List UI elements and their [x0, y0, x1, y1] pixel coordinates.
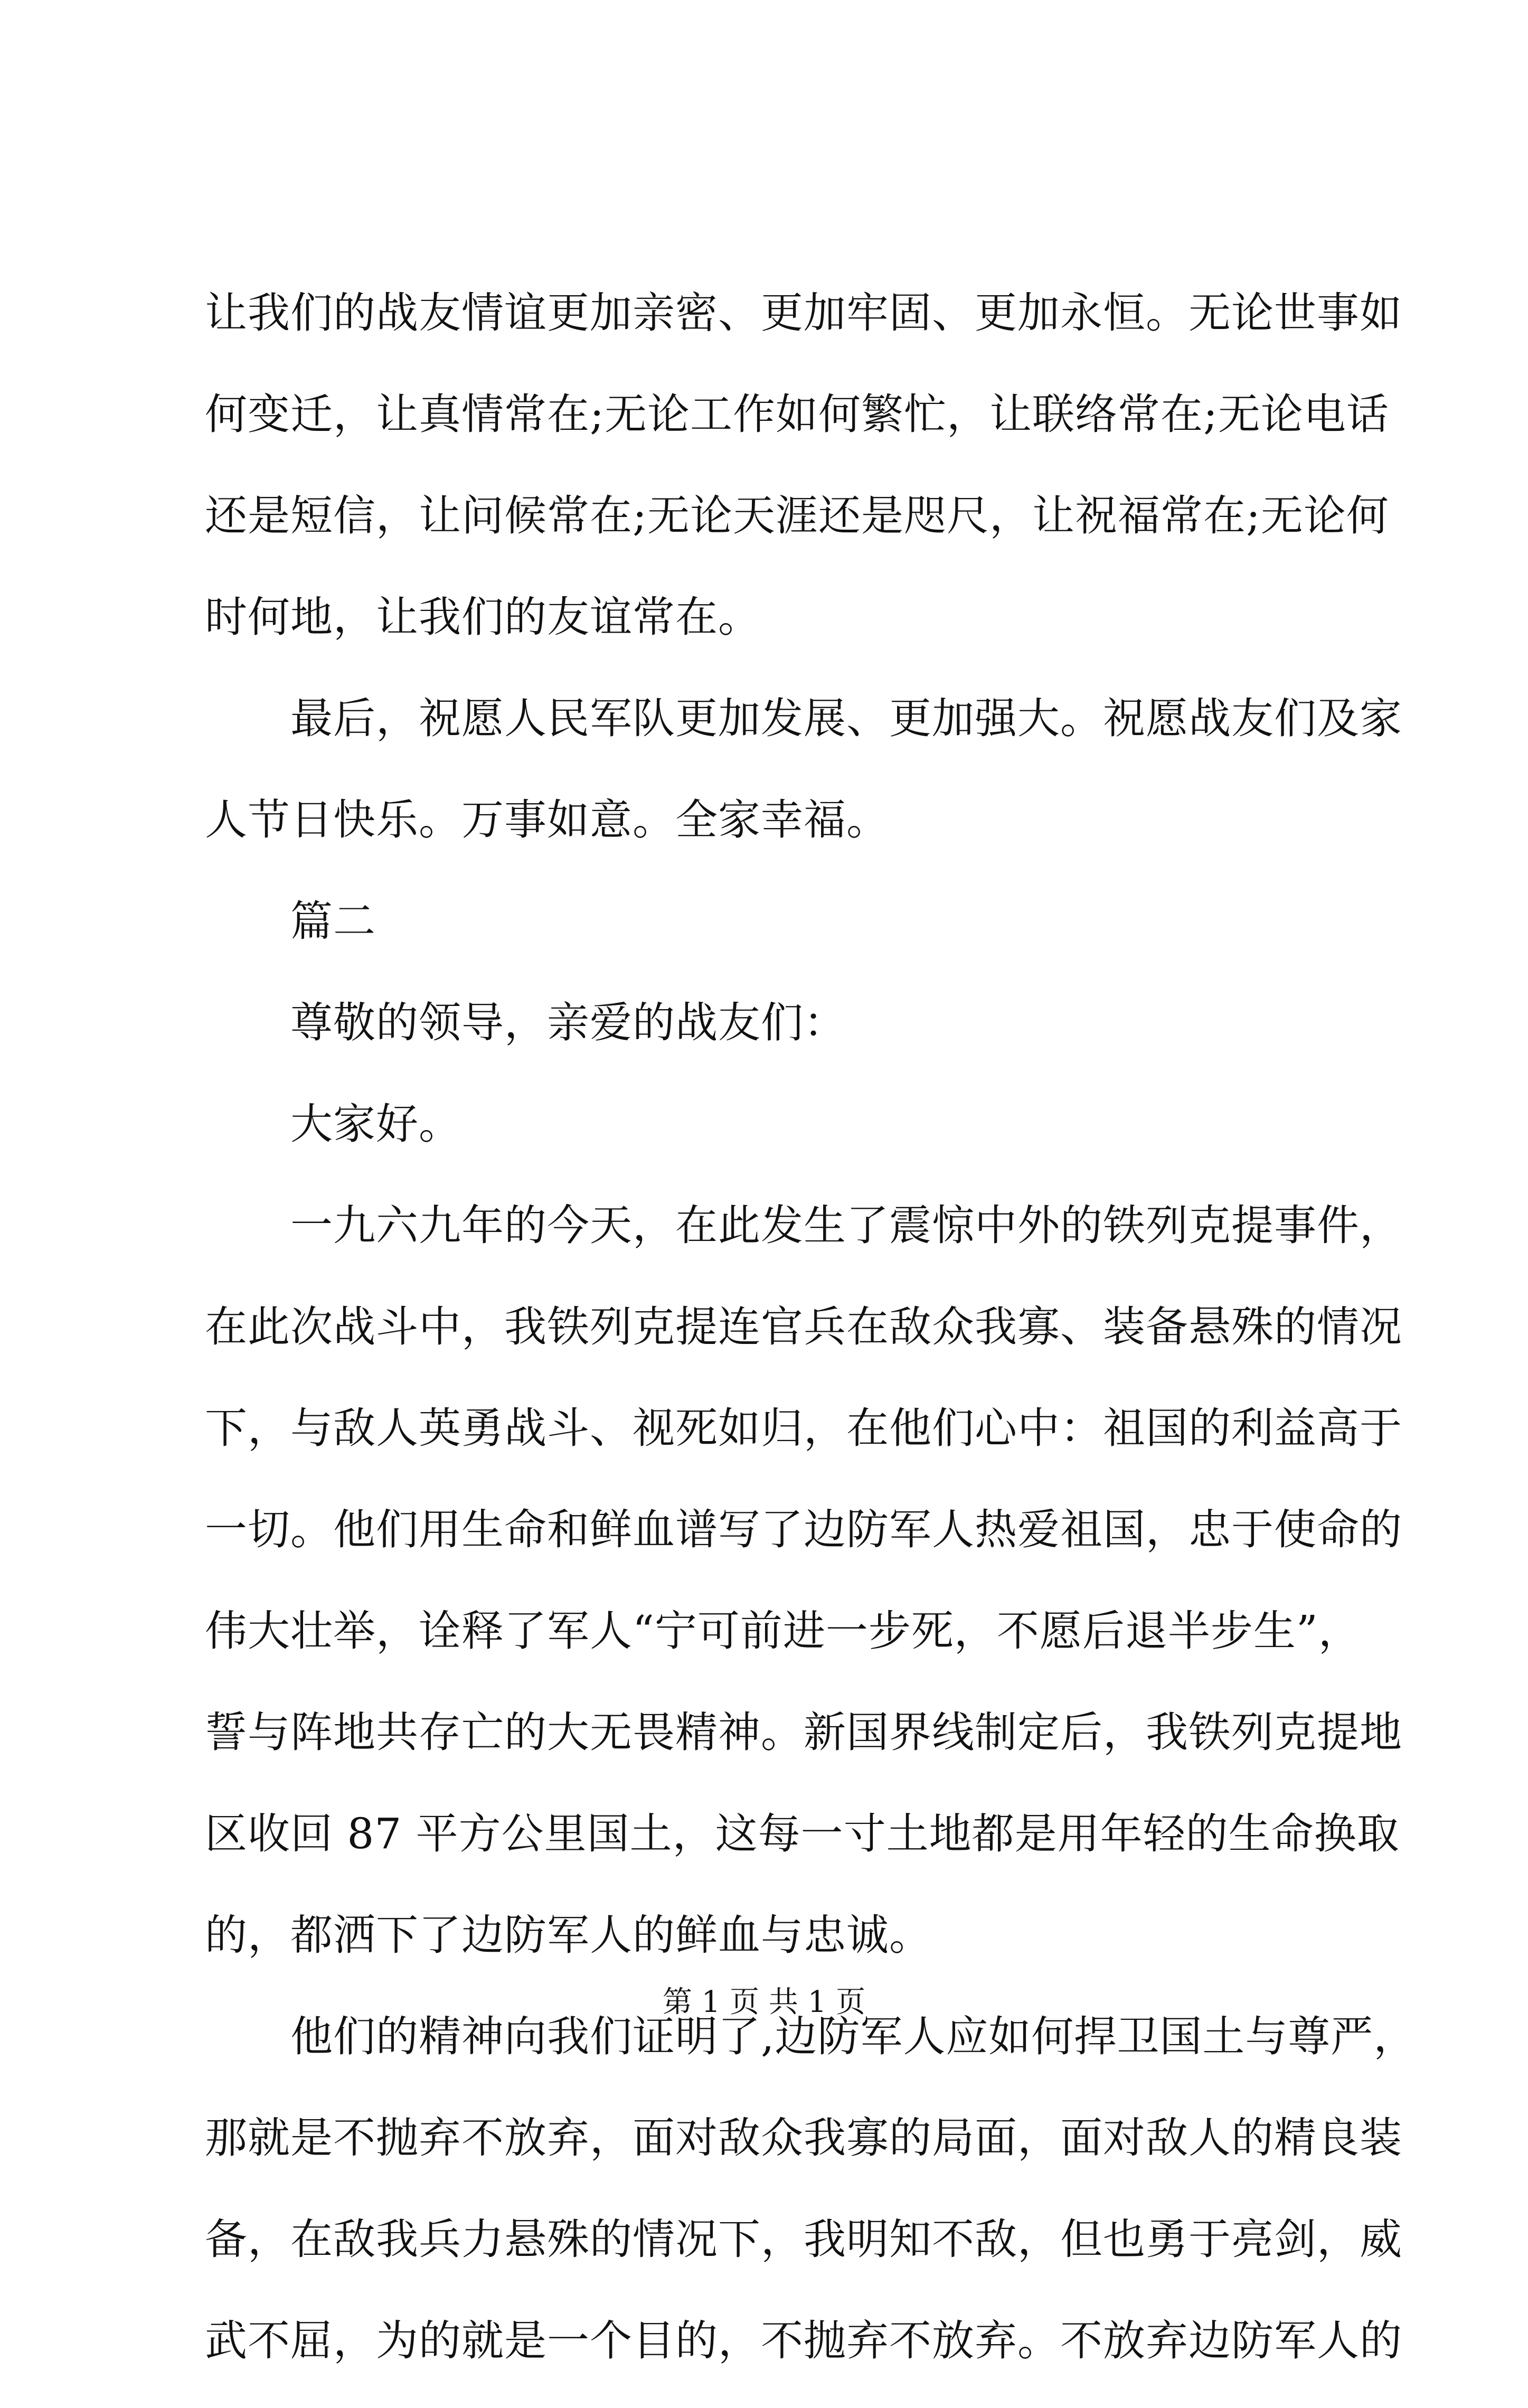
text-line-21: 武不屈，为的就是一个目的，不抛弃不放弃。不放弃边防军人的 [205, 2316, 1402, 2365]
text-line-13: 一切。他们用生命和鲜血谱写了边防军人热爱祖国，忠于使命的 [205, 1505, 1402, 1554]
text-line-15: 誓与阵地共存亡的大无畏精神。新国界线制定后，我铁列克提地 [205, 1708, 1402, 1757]
text-line-10: 一九六九年的今天，在此发生了震惊中外的铁列克提事件， [290, 1201, 1402, 1250]
text-line-12: 下，与敌人英勇战斗、视死如归，在他们心中：祖国的利益高于 [205, 1404, 1402, 1453]
text-line-2: 何变迁，让真情常在;无论工作如何繁忙，让联络常在;无论电话 [205, 390, 1389, 439]
text-line-17: 的，都洒下了边防军人的鲜血与忠诚。 [205, 1911, 932, 1960]
text-line-5: 最后，祝愿人民军队更加发展、更加强大。祝愿战友们及家 [290, 694, 1402, 743]
page-number-footer: 第 1 页 共 1 页 [662, 1985, 866, 2019]
document-body [205, 279, 1417, 2408]
text-line-16: 区收回 87 平方公里国土，这每一寸土地都是用年轻的生命换取 [205, 1809, 1400, 1858]
text-line-4: 时何地，让我们的友谊常在。 [205, 592, 761, 642]
text-line-20: 备，在敌我兵力悬殊的情况下，我明知不敌，但也勇于亮剑，威 [205, 2215, 1402, 2264]
text-line-18: 他们的精神向我们证明了,边防军人应如何捍卫国土与尊严， [290, 2012, 1417, 2061]
text-line-14: 伟大壮举，诠释了军人“宁可前进一步死，不愿后退半步生”， [205, 1606, 1361, 1656]
greeting-line: 大家好。 [290, 1099, 461, 1149]
text-line-1: 让我们的战友情谊更加亲密、更加牢固、更加永恒。无论世事如 [205, 288, 1402, 337]
text-line-11: 在此次战斗中，我铁列克提连官兵在敌众我寡、装备悬殊的情况 [205, 1302, 1402, 1351]
text-line-3: 还是短信，让问候常在;无论天涯还是咫尺，让祝福常在;无论何 [205, 491, 1389, 540]
section-heading: 篇二 [290, 897, 376, 946]
salutation-line: 尊敬的领导，亲爱的战友们： [290, 998, 846, 1047]
text-line-6: 人节日快乐。万事如意。全家幸福。 [205, 795, 889, 844]
text-line-19: 那就是不抛弃不放弃，面对敌众我寡的局面，面对敌人的精良装 [205, 2113, 1402, 2162]
